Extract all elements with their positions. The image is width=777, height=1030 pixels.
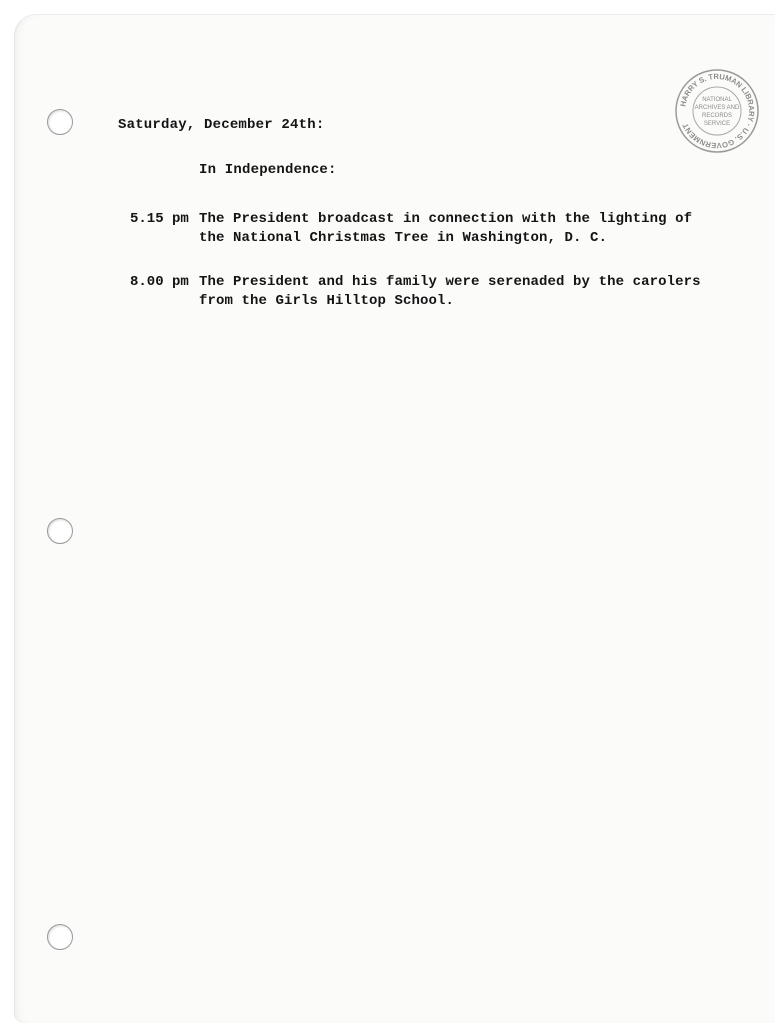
- archive-stamp: [674, 68, 760, 154]
- entry-line: the National Christmas Tree in Washington, D. C.: [199, 230, 608, 246]
- stamp-inner-line: RECORDS: [701, 113, 733, 119]
- entry-description: [199, 210, 692, 248]
- stamp-inner-line: SERVICE: [703, 121, 731, 127]
- binder-hole-top: [47, 109, 73, 135]
- entry-line: The President broadcast in connection with the lighting of: [199, 211, 693, 227]
- entry-description: [199, 273, 701, 311]
- date-heading: Saturday, December 24th:: [118, 117, 325, 133]
- entry-time: 5.15 pm: [130, 211, 189, 227]
- entry-time: 8.00 pm: [130, 274, 189, 290]
- stamp-inner-line: NATIONAL: [702, 97, 732, 103]
- svg-text:HARRY S. TRUMAN LIBRARY · U.S.: [678, 72, 756, 150]
- schedule-entry: [130, 210, 692, 248]
- location-heading: In Independence:: [199, 162, 337, 178]
- entry-line: from the Girls Hilltop School.: [199, 293, 455, 309]
- binder-hole-bottom: [47, 924, 73, 950]
- schedule-entry: [130, 273, 701, 311]
- binder-hole-middle: [47, 518, 73, 544]
- stamp-outer-text: HARRY S. TRUMAN LIBRARY · U.S. GOVERNMENT: [678, 71, 757, 151]
- entry-line: The President and his family were serenaded by the carolers: [199, 274, 701, 290]
- document-page: [14, 14, 775, 1023]
- stamp-inner-line: ARCHIVES AND: [694, 105, 740, 111]
